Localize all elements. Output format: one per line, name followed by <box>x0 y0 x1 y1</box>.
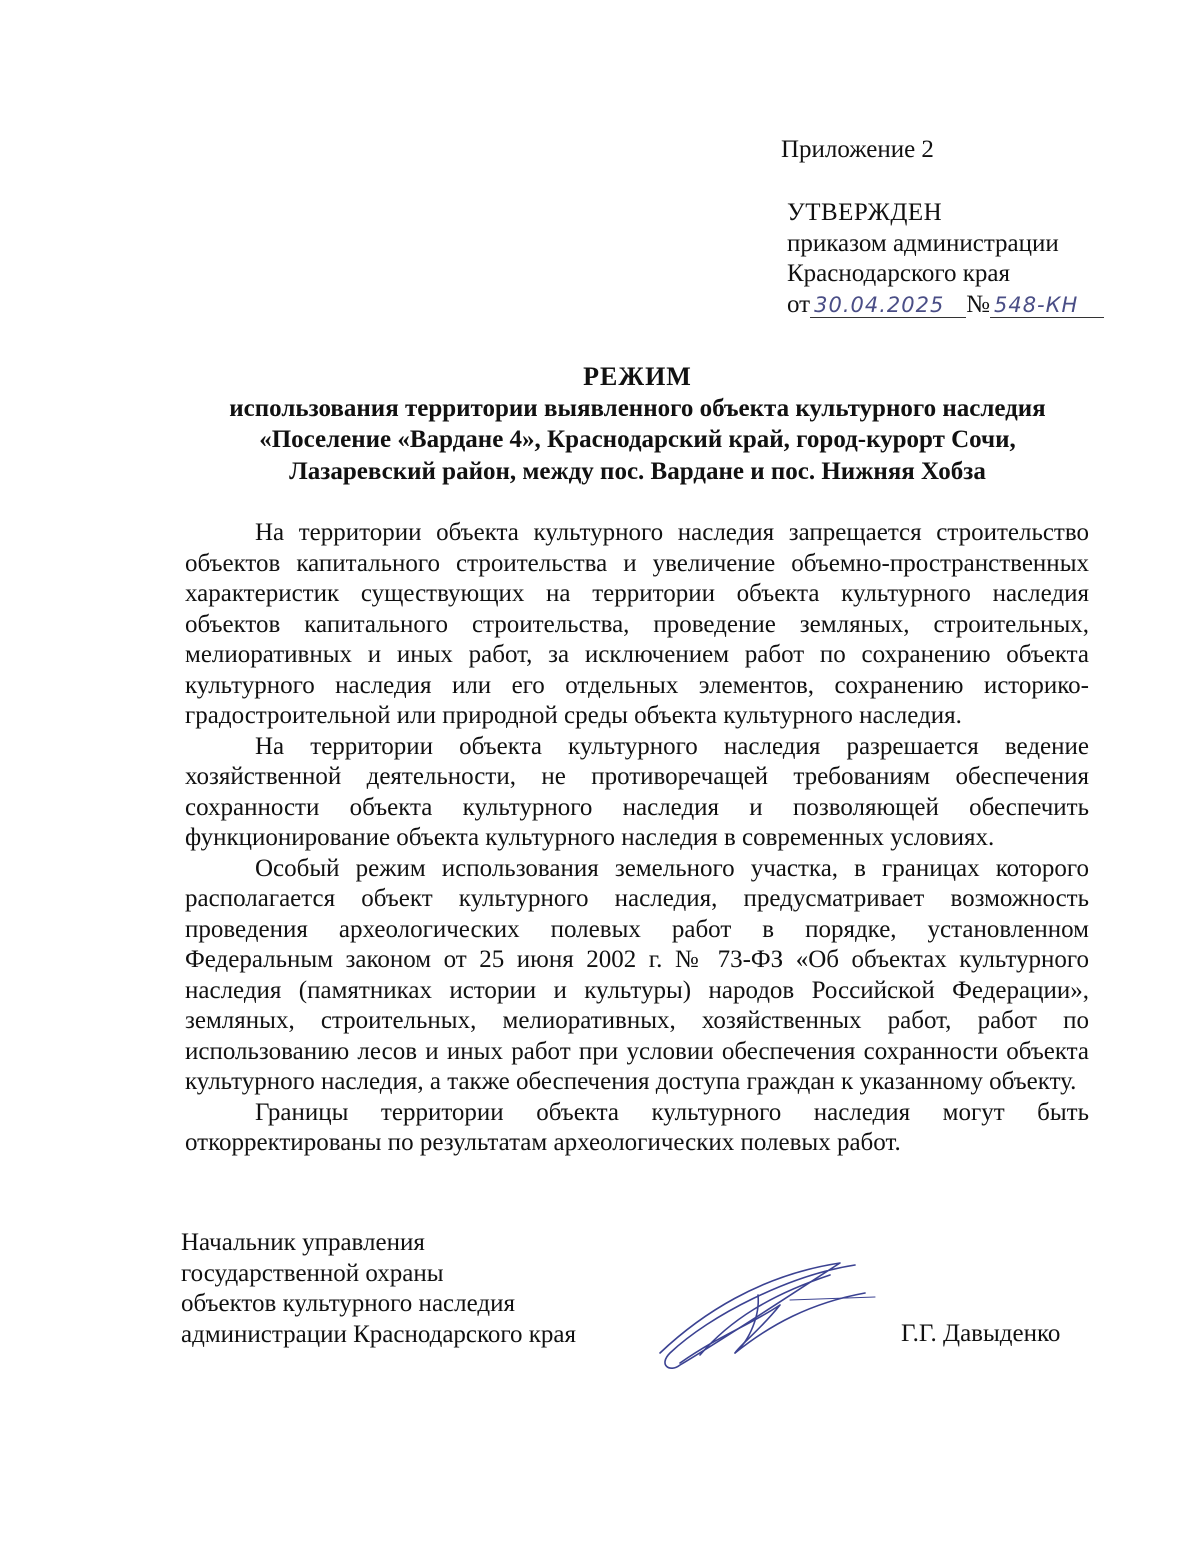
paragraph-prohibitions: На территории объекта культурного наследия запрещается строительство объектов капитального строительства и увеличение объемно-пространственных характеристик существующих на территории объекта культурного наследия объектов капитального строительства, проведение земляных, строительных, мелиоративных и иных работ, за исключением работ по сохранению объекта культурного наследия или его отдельных элементов, сохранению историко-градостроительной или природной среды объекта культурного наследия. <box>185 519 1089 729</box>
approval-title: УТВЕРЖДЕН <box>787 199 943 226</box>
signer-name: Г.Г. Давыденко <box>901 1320 1061 1347</box>
handwritten-date: 30.04.2025 <box>810 293 966 318</box>
heading-line-3: Лазаревский район, между пос. Вардане и пос. Нижняя Хобза <box>289 457 986 485</box>
number-sign: № <box>966 290 990 318</box>
heading-line-1: использования территории выявленного объекта культурного наследия <box>229 394 1046 422</box>
signer-line-2: государственной охраны <box>181 1259 444 1287</box>
handwritten-number: 548-КН <box>990 293 1104 318</box>
signer-line-4: администрации Краснодарского края <box>181 1320 577 1348</box>
document-body <box>185 518 1089 1159</box>
document-heading <box>150 361 1125 487</box>
approval-line-2: Краснодарского края <box>787 260 1010 287</box>
signer-line-1: Начальник управления <box>181 1229 425 1256</box>
handwritten-signature <box>640 1245 880 1385</box>
signer-position <box>181 1228 576 1350</box>
approval-line-1: приказом администрации <box>787 229 1059 257</box>
appendix-label: Приложение 2 <box>781 136 934 163</box>
document-title: РЕЖИМ <box>583 362 692 391</box>
approval-from-label: от <box>787 290 811 318</box>
signer-line-3: объектов культурного наследия <box>181 1290 515 1317</box>
heading-line-2: «Поселение «Вардане 4», Краснодарский край, город-курорт Сочи, <box>259 426 1016 453</box>
approval-date-line <box>787 290 1104 321</box>
paragraph-special-regime: Особый режим использования земельного участка, в границах которого располагается объект культурного наследия, предусматривает возможность проведения археологических полевых работ в порядке, установленном Федеральным законом от 25 июня 2002 г. № 73-ФЗ «Об объектах культурного наследия (памятниках истории и культуры) народов Российской Федерации», земляных, строительных, мелиоративных, хозяйственных работ, работ по использованию лесов и иных работ при условии обеспечения сохранности объекта культурного наследия, а также обеспечения доступа граждан к указанному объекту. <box>185 854 1089 1095</box>
approval-block <box>787 198 1104 320</box>
paragraph-permissions: На территории объекта культурного наследия разрешается ведение хозяйственной деятельности, не противоречащей требованиям обеспечения сохранности объекта культурного наследия и позволяющей обеспечить функционирование объекта культурного наследия в современных условиях. <box>185 732 1089 851</box>
paragraph-boundaries: Границы территории объекта культурного наследия могут быть откорректированы по результатам археологических полевых работ. <box>185 1098 1089 1156</box>
